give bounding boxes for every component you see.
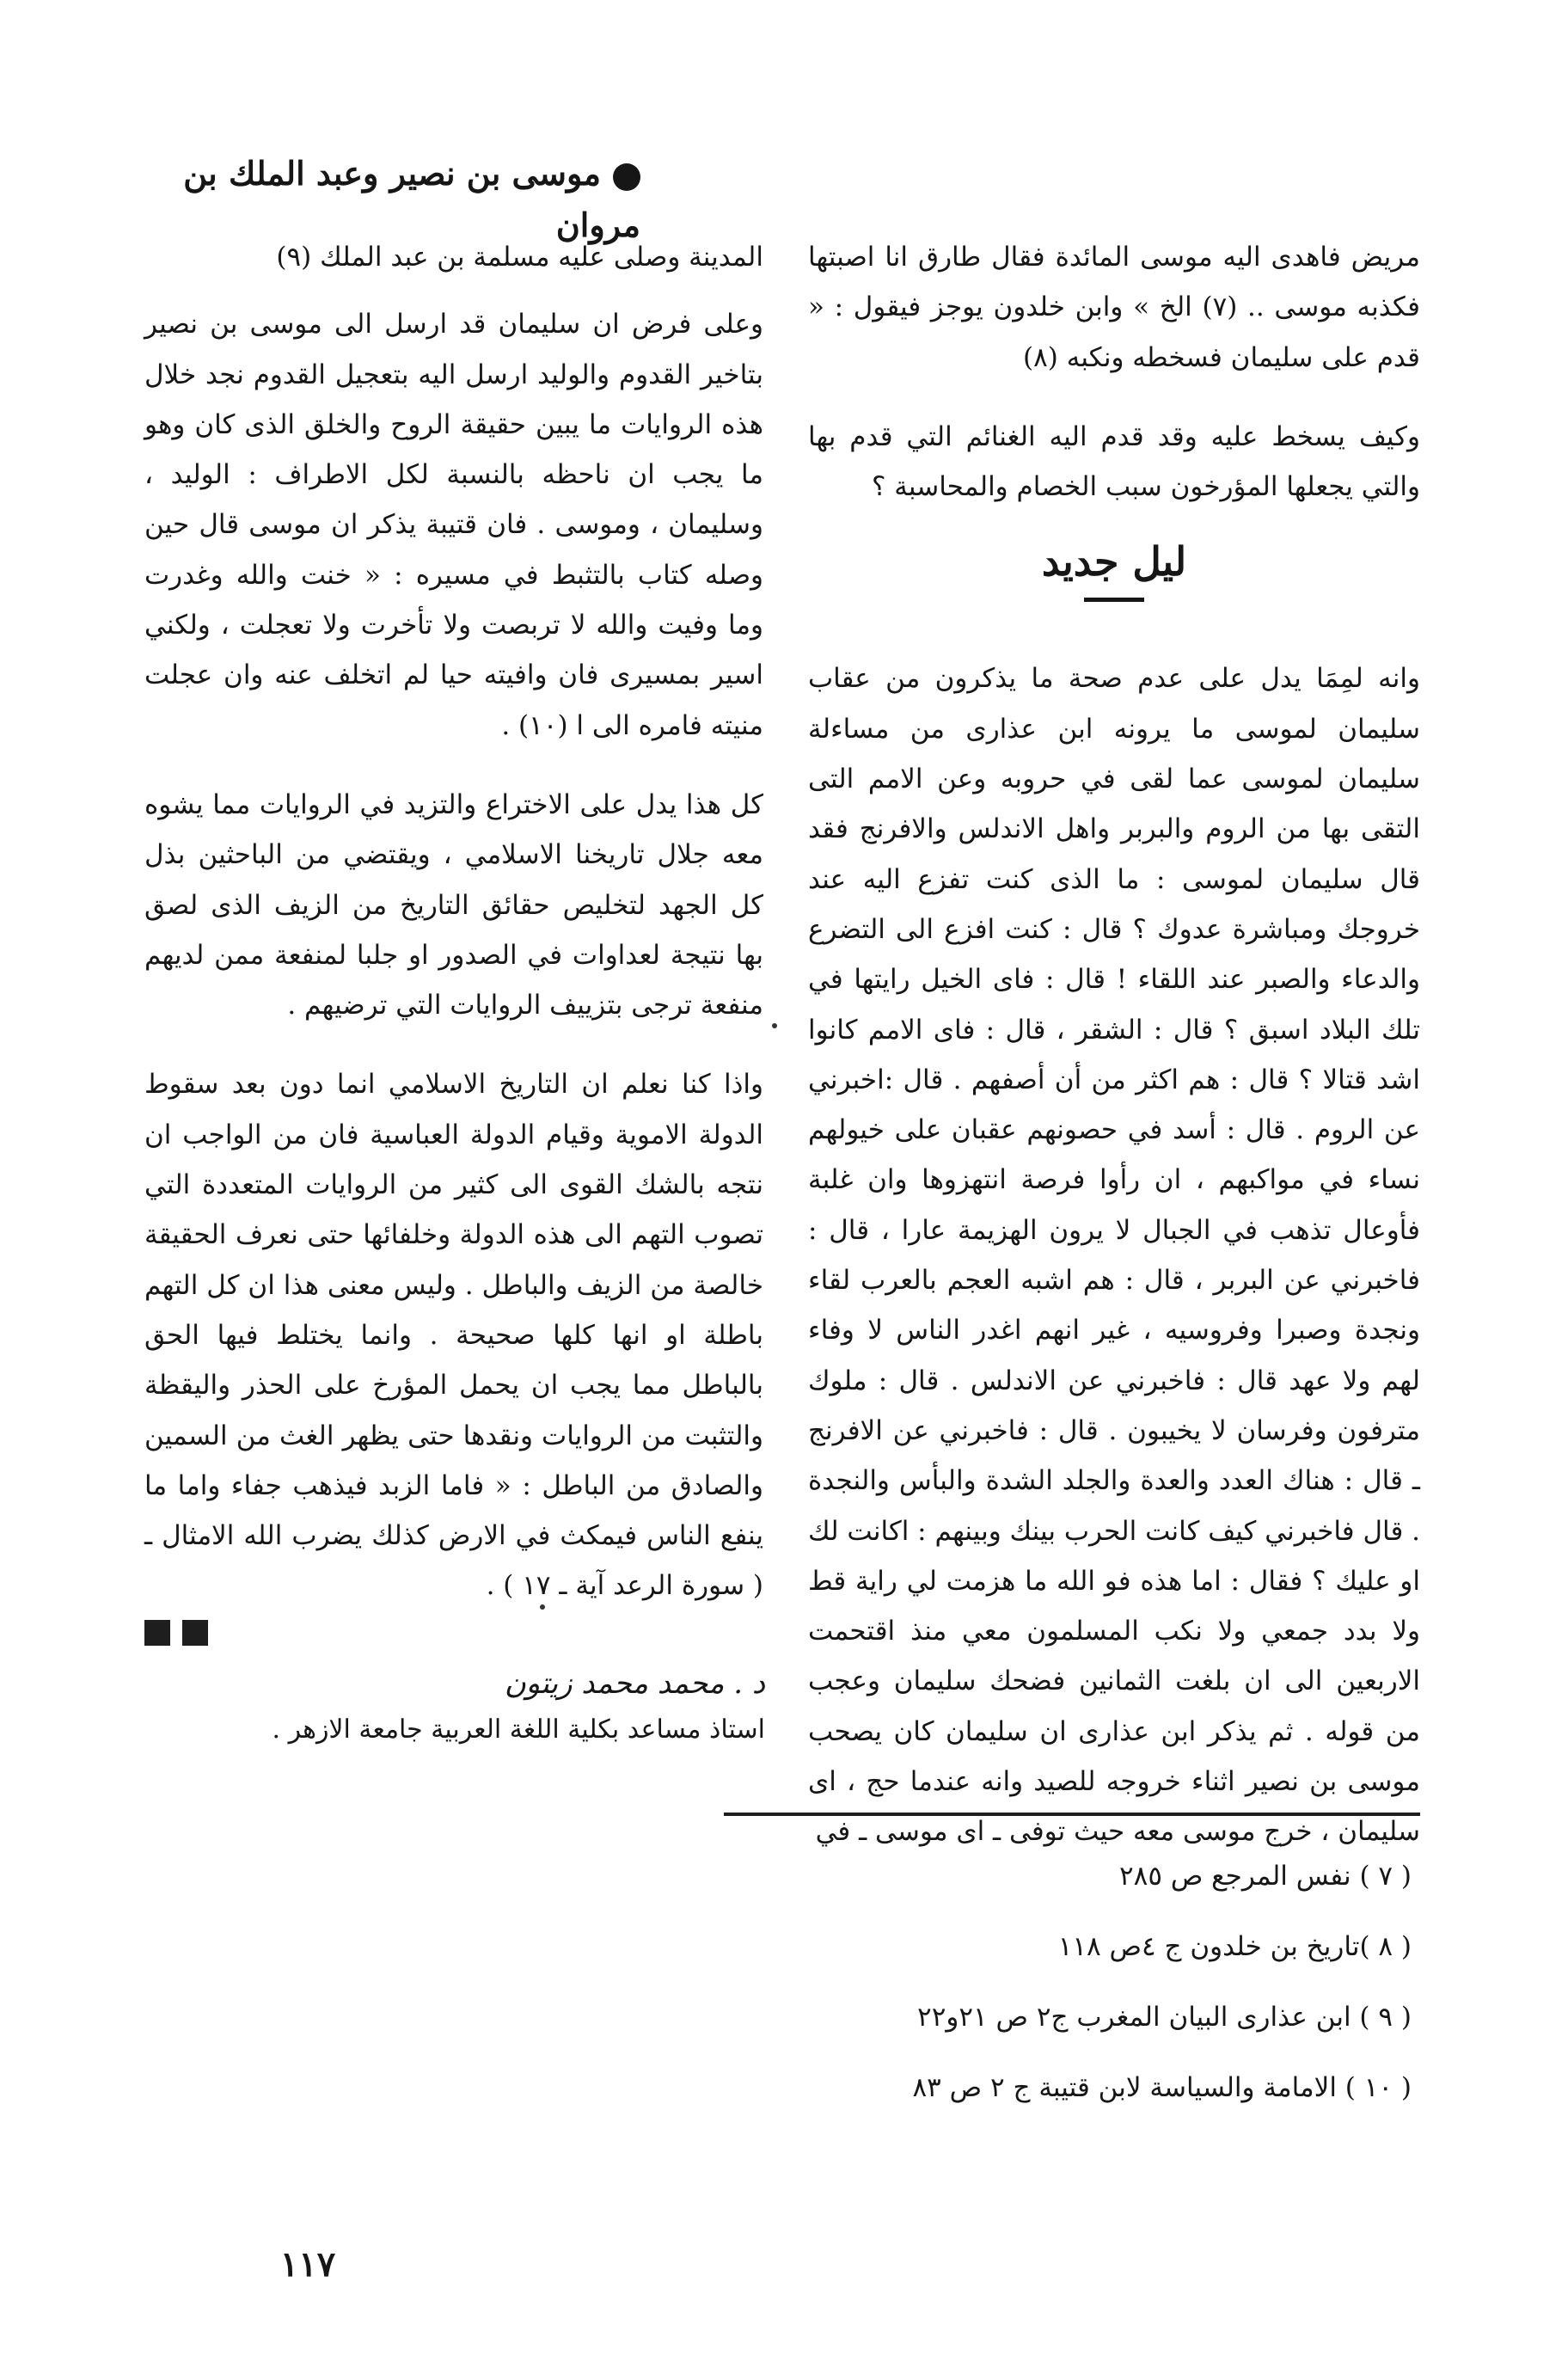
left-paragraph-1: المدينة وصلى عليه مسلمة بن عبد الملك (٩) (276, 242, 763, 273)
print-speck (540, 1604, 545, 1610)
subheading-divider (1084, 598, 1144, 602)
bullet-dot (613, 163, 640, 191)
print-speck (772, 1023, 777, 1028)
footnote-item: ( ٩ ) ابن عذارى البيان المغرب ج٢ ص ٢١و٢٢ (917, 2002, 1412, 2033)
left-paragraph-4: واذا كنا نعلم ان التاريخ الاسلامي انما دون بعد سقوط الدولة الاموية وقيام الدولة العباسية فان من الواجب ان نتجه بالشك القوى الى كثير من الروايات المتعددة التي تصوب التهم الى هذه الدولة وخلفائها حتى نعرف الحقيقة خالصة من الزيف والباطل . وليس معنى هذا ان كل التهم باطلة او انها كلها صحيحة . وانما يختلط فيها الحق بالباطل مما يجب ان يحمل المؤرخ على الحذر واليقظة والتثبت من الروايات ونقدها حتى يظهر الغث من السمين والصادق من الباطل : « فاما الزبد فيذهب جفاء واما ما ينفع الناس فيمكث في الارض كذلك يضرب الله الامثال ـ ( سورة الرعد آية ـ ١٧ ) . (144, 1069, 763, 1602)
header-title: موسى بن نصير وعبد الملك بن مروان (183, 154, 640, 244)
end-of-article-mark (144, 1620, 763, 1654)
footnote-divider (724, 1813, 1420, 1816)
left-paragraph-2: وعلى فرض ان سليمان قد ارسل الى موسى بن نصير بتاخير القدوم والوليد ارسل اليه بتعجيل القدوم نجد خلال هذه الروايات ما يبين حقيقة الروح والخلق الذى كان وهو ما يجب ان ناحظه بالنسبة لكل الاطراف : الوليد ، وسليمان ، وموسى . فان قتيبة يذكر ان موسى قال حين وصله كتاب بالتثبط في مسيره : « خنت والله وغدرت وما وفيت والله لا تربصت ولا تأخرت ولا تعجلت ، ولكني اسير بمسيرى فان وافيته حيا لم اتخلف عنه وان عجلت منيته فامره الى ا (١٠) . (144, 309, 763, 741)
section-subheading: ليل جديد (1041, 538, 1187, 586)
page-number: ١١٧ (279, 2244, 336, 2285)
footnote-item: ( ١٠ ) الامامة والسياسة لابن قتيبة ج ٢ ص ٨٣ (912, 2072, 1412, 2103)
author-affiliation: استاذ مساعد بكلية اللغة العربية جامعة الازهر . (272, 1714, 765, 1745)
right-column (808, 232, 1420, 1857)
left-column (144, 232, 763, 1654)
end-square (144, 1620, 170, 1646)
right-paragraph-2: وكيف يسخط عليه وقد قدم اليه الغنائم التي قدم بها والتي يجعلها المؤرخون سبب الخصام والمحاسبة ؟ (808, 420, 1420, 503)
footnote-item: ( ٧ ) نفس المرجع ص ٢٨٥ (1119, 1861, 1412, 1892)
end-square (182, 1620, 208, 1646)
right-paragraph-1: مريض فاهدى اليه موسى المائدة فقال طارق انا اصبتها فكذبه موسى .. (٧) الخ » وابن خلدون يوجز فيقول : « قدم على سليمان فسخطه ونكبه (٨) (808, 242, 1420, 373)
right-paragraph-3: وانه لمِمَا يدل على عدم صحة ما يذكرون من عقاب سليمان لموسى ما يرونه ابن عذارى من مساءلة سليمان لموسى عما لقى في حروبه وعن الامم التى التقى بها من الروم والبربر واهل الاندلس والافرنج فقد قال سليمان لموسى : ما الذى كنت تفزع اليه عند خروجك ومباشرة عدوك ؟ قال : كنت افزع الى التضرع والدعاء والصبر عند اللقاء ! قال : فاى الخيل رايتها في تلك البلاد اسبق ؟ قال : الشقر ، قال : فاى الامم كانوا اشد قتالا ؟ قال : هم اكثر من أن أصفهم . قال :اخبرني عن الروم . قال : أسد في حصونهم عقبان على خيولهم نساء في مواكبهم ، ان رأوا فرصة انتهزوها وان غلبة فأوعال تذهب في الجبال لا يرون الهزيمة عارا ، قال : فاخبرني عن البربر ، قال : هم اشبه العجم بالعرب لقاء ونجدة وصبرا وفروسيه ، غير انهم اغدر الناس لا وفاء لهم ولا عهد قال : فاخبرني عن الاندلس . قال : ملوك مترفون وفرسان لا يخيبون . قال : فاخبرني عن الافرنج ـ قال : هناك العدد والعدة والجلد الشدة والبأس والنجدة . قال فاخبرني كيف كانت الحرب بينك وبينهم : اكانت لك او عليك ؟ فقال : اما هذه فو الله ما هزمت لي راية قط ولا بدد جمعي ولا نكب المسلمون معي منذ اقتحمت الاربعين الى ان بلغت الثمانين فضحك سليمان وعجب من قوله . ثم يذكر ابن عذارى ان سليمان كان يصحب موسى بن نصير اثناء خروجه للصيد وانه عندما حج ، اى سليمان ، خرج موسى معه حيث توفى ـ اى موسى ـ في (808, 663, 1420, 1848)
author-block (172, 1659, 765, 1752)
left-paragraph-3: كل هذا يدل على الاختراع والتزيد في الروايات مما يشوه معه جلال تاريخنا الاسلامي ، ويقتضي من الباحثين بذل كل الجهد لتخليص حقائق التاريخ من الزيف الذى لصق بها نتيجة لعداوات في الصدور او جلبا لمنفعة ممن لديهم منفعة ترجى بتزييف الروايات التي ترضيهم . (144, 788, 763, 1021)
author-name: د . محمد محمد زيتون (504, 1666, 765, 1701)
footnotes (724, 1857, 1412, 2139)
footnote-item: ( ٨ )تاريخ بن خلدون ج ٤ص ١١٨ (1057, 1931, 1412, 1962)
